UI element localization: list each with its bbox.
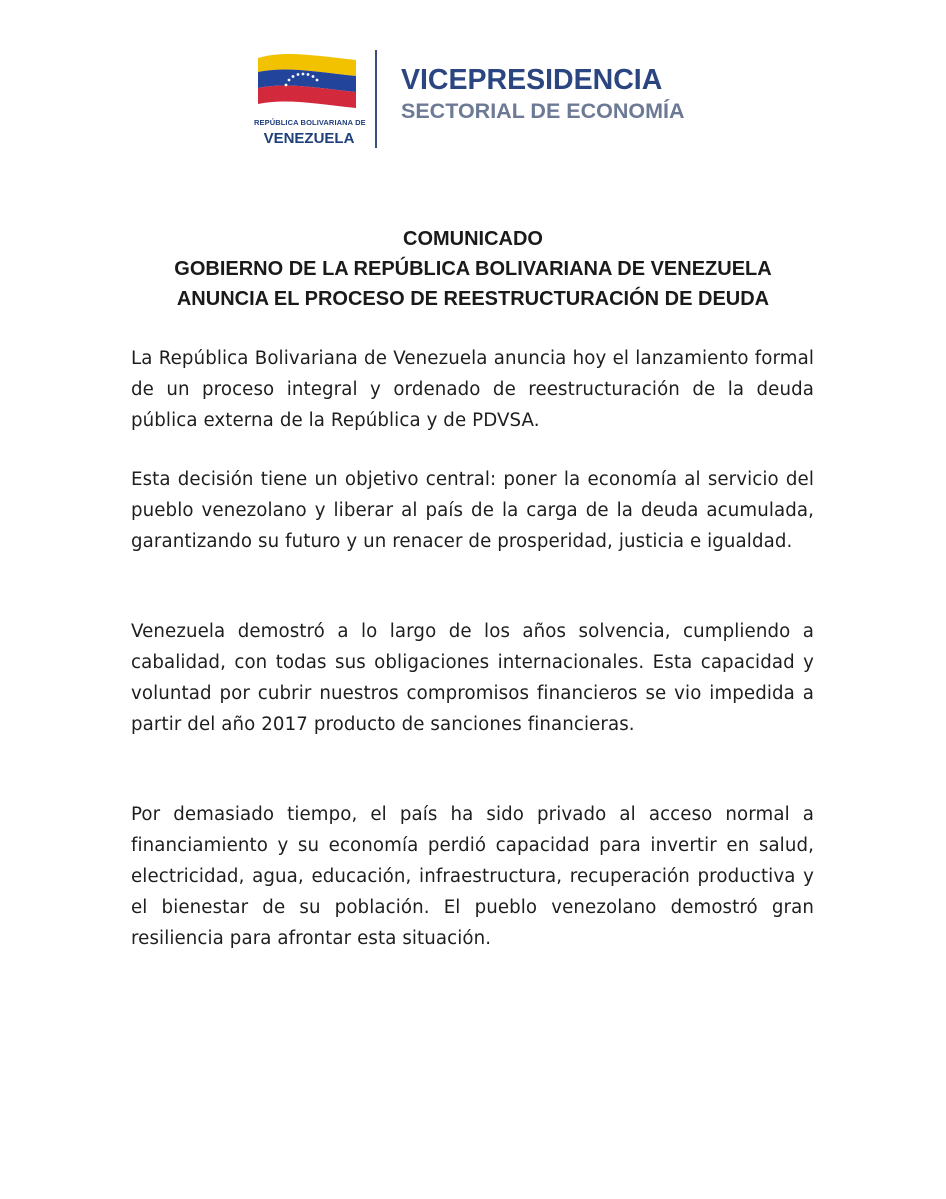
venezuela-flag-emblem [256,50,358,110]
body-paragraph: La República Bolivariana de Venezuela anuncia hoy el lanzamiento formal de un proceso integral y ordenado de reestructuración de la deuda pública externa de la República y de PDVSA. [131,348,814,431]
headline-line-2: GOBIERNO DE LA REPÚBLICA BOLIVARIANA DE VENEZUELA [174,258,772,280]
body-paragraph: Esta decisión tiene un objetivo central: poner la economía al servicio del pueblo venezolano y liberar al país de la carga de la deuda acumulada, garantizando su futuro y un renacer de prosperidad, justicia e igualdad. [131,469,814,552]
emblem-caption-country: VENEZUELA [263,130,355,147]
letterhead [0,0,946,170]
body-paragraph: Venezuela demostró a lo largo de los años solvencia, cumpliendo a cabalidad, con todas sus obligaciones internacionales. Esta capacidad y voluntad por cubrir nuestros compromisos financieros se vio impedida a partir del año 2017 producto de sanciones financieras. [131,621,814,735]
emblem-caption-small: REPÚBLICA BOLIVARIANA DE [254,118,366,127]
organization-title: VICEPRESIDENCIA [401,64,663,96]
header-divider [375,50,377,148]
headline-line-3: ANUNCIA EL PROCESO DE REESTRUCTURACIÓN DE DEUDA [176,288,770,310]
body-paragraph: Por demasiado tiempo, el país ha sido privado al acceso normal a financiamiento y su economía perdió capacidad para invertir en salud, electricidad, agua, educación, infraestructura, recuperación productiva y el bienestar de su población. El pueblo venezolano demostró gran resiliencia para afrontar esta situación. [131,804,814,949]
headline-line-1: COMUNICADO [403,228,543,250]
flag-icon [256,50,358,110]
organization-subtitle: SECTORIAL DE ECONOMÍA [401,99,685,123]
communique-headline [0,224,946,314]
